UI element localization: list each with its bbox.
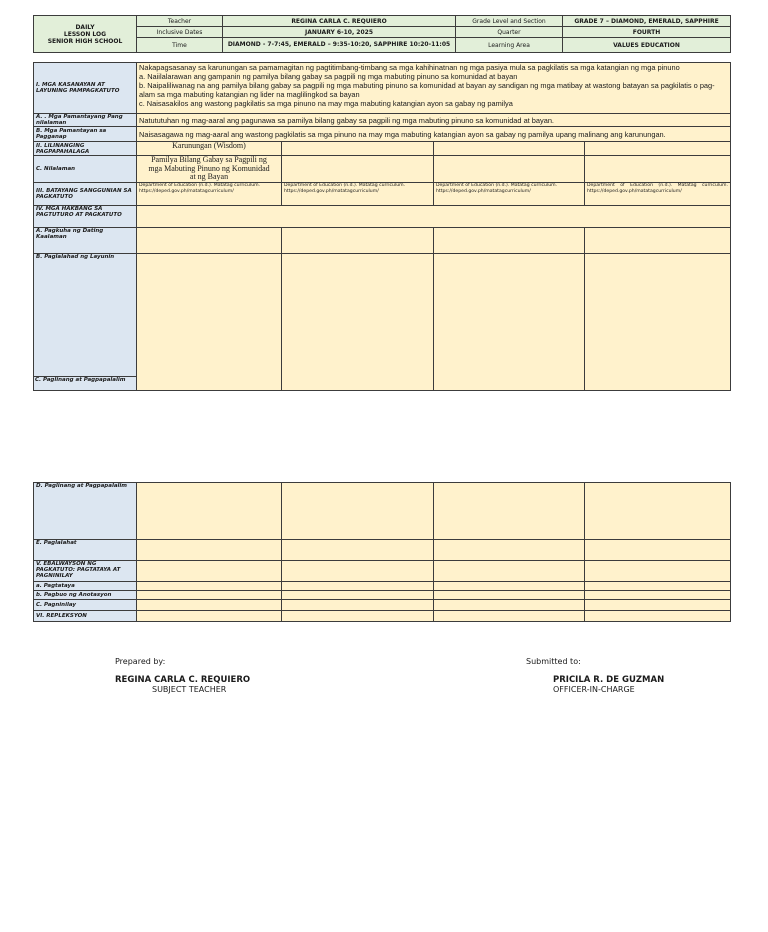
prepared-by-title: SUBJECT TEACHER [152, 685, 227, 694]
submitted-to-label: Submitted to: [526, 657, 581, 666]
content-standard-text: Natututuhan ng mag-aaral ang pagunawa sa pamilya bilang gabay sa pagpili ng mga mabuting pinuno sa komunidad at bayan. [137, 114, 731, 127]
reflection-c-label: C. Pagninilay [34, 600, 137, 611]
assessment-cell [585, 582, 731, 591]
presenting-objectives-cell [585, 254, 731, 391]
reflection-c-cell [282, 600, 434, 611]
generalization-cell [137, 540, 282, 561]
reflection-label: VI. REPLEKSYON [34, 611, 137, 622]
teacher-label: Teacher [137, 16, 223, 27]
content-cell [434, 156, 585, 183]
developing-cell [434, 483, 585, 540]
resource-reference: Department of Education (n.d.). Matatag curriculum. https://deped.gov.ph/matatagcurriculum/ [434, 183, 585, 206]
header-table [33, 15, 731, 53]
evaluation-cell [282, 561, 434, 582]
annotation-cell [434, 591, 585, 600]
time-label: Time [137, 38, 223, 53]
time-value: DIAMOND - 7-7:45, EMERALD – 9:35-10:20, SAPPHIRE 10:20-11:05 [223, 38, 456, 53]
content-text: Pamilya Bilang Gabay sa Pagpili ng mga Mabuting Pinuno ng Komunidad at ng Bayan [137, 156, 282, 183]
annotation-cell [282, 591, 434, 600]
dates-value: JANUARY 6-10, 2025 [223, 27, 456, 38]
developing-cell [282, 483, 434, 540]
grade-level-label: Grade Level and Section [456, 16, 563, 27]
procedures-cell [137, 206, 731, 228]
annotation-cell [585, 591, 731, 600]
generalization-cell [434, 540, 585, 561]
title-line: SENIOR HIGH SCHOOL [47, 37, 123, 45]
presenting-objectives-text: B. Paglalahad ng Layunin [36, 254, 115, 260]
generalization-cell [585, 540, 731, 561]
resource-reference: Department of Education (n.d.). Matatag curriculum. https://deped.gov.ph/matatagcurriculum/ [282, 183, 434, 206]
values-text: Karunungan (Wisdom) [137, 142, 282, 156]
learning-area-label: Learning Area [456, 38, 563, 53]
annotation-cell [137, 591, 282, 600]
reflection-c-cell [585, 600, 731, 611]
dates-label: Inclusive Dates [137, 27, 223, 38]
quarter-value: FOURTH [563, 27, 731, 38]
content-label: C. Nilalaman [34, 156, 137, 183]
submitted-to-title: OFFICER-IN-CHARGE [553, 685, 635, 694]
resource-reference: Department of Education (n.d.). Matatag curriculum. https://deped.gov.ph/matatagcurriculum/ [137, 183, 282, 206]
presenting-objectives-label [34, 254, 137, 391]
objectives-content [137, 63, 731, 114]
objectives-line: Nakapagsasanay sa karunungan sa pamamagitan ng pagtitimbang-timbang sa mga kahihinatnan ng mga pasiya mula sa pagkilatis sa mga katangian ng mga pinuno [139, 63, 680, 72]
prior-knowledge-cell [585, 228, 731, 254]
evaluation-cell [585, 561, 731, 582]
developing-cell [585, 483, 731, 540]
objectives-line: c. Naisasakilos ang wastong pagkilatis sa mga pinuno na may mga mabuting katangian ayon sa gabay ng pamilya [139, 99, 513, 108]
prepared-by-label: Prepared by: [115, 657, 166, 666]
performance-standard-label: B. Mga Pamantayan sa Pagganap [34, 127, 137, 142]
quarter-label: Quarter [456, 27, 563, 38]
objectives-label: I. MGA KASANAYAN AT LAYUNING PAMPAGKATUTO [34, 63, 137, 114]
content-cell [585, 156, 731, 183]
values-cell [585, 142, 731, 156]
assessment-cell [434, 582, 585, 591]
objectives-line: b. Naipaliliwanag na ang pamilya bilang gabay sa pagpili ng mga mabuting pinuno sa komunidad at bayan ay sandigan ng mga matibay at wastong batayan sa pagkilatis o pag-alam sa mga mabuting katangian ng lider na maglilingkod sa bayan [139, 81, 715, 99]
developing-label: C. Paglinang at Pagpapalalim [34, 376, 137, 391]
learning-area-value: VALUES EDUCATION [563, 38, 731, 53]
evaluation-cell [137, 561, 282, 582]
generalization-cell [282, 540, 434, 561]
prepared-by-name: REGINA CARLA C. REQUIERO [115, 675, 251, 685]
evaluation-cell [434, 561, 585, 582]
resource-reference: Department of Education (n.d.). Matatag curriculum. https://deped.gov.ph/matatagcurriculum/ [585, 183, 731, 206]
prior-knowledge-cell [137, 228, 282, 254]
values-label: II. LILINANGING PAGPAPAHALAGA [34, 142, 137, 156]
generalization-label: E. Paglalahat [34, 540, 137, 561]
reflection-cell [434, 611, 585, 622]
annotation-label: b. Pagbuo ng Anotasyon [34, 591, 137, 600]
reflection-cell [137, 611, 282, 622]
content-standard-label: A. . Mga Pamantayang Pang nilalaman [34, 114, 137, 127]
content-cell [282, 156, 434, 183]
objectives-line: a. Naiilalarawan ang gampanin ng pamilya bilang gabay sa pagpili ng mga mabuting pinuno sa komunidad at bayan [139, 72, 518, 81]
reflection-c-cell [434, 600, 585, 611]
performance-standard-text: Naisasagawa ng mag-aaral ang wastong pagkilatis sa mga pinuno na may mga mabuting katangian ayon sa gabay ng pamilya upang malinang ang karunungan. [137, 127, 731, 142]
procedures-label: IV. MGA HAKBANG SA PAGTUTURO AT PAGKATUTO [34, 206, 137, 228]
values-cell [282, 142, 434, 156]
title-line: LESSON LOG [63, 30, 107, 38]
reflection-c-cell [137, 600, 282, 611]
prior-knowledge-cell [282, 228, 434, 254]
daily-lesson-log-title [34, 16, 137, 53]
grade-level-value: GRADE 7 – DIAMOND, EMERALD, SAPPHIRE [563, 16, 731, 27]
presenting-objectives-cell [282, 254, 434, 391]
submitted-to-name: PRICILA R. DE GUZMAN [553, 675, 665, 685]
prior-knowledge-label: A. Pagkuha ng Dating Kaalaman [34, 228, 137, 254]
reflection-cell [282, 611, 434, 622]
developing-cell [137, 483, 282, 540]
values-cell [434, 142, 585, 156]
lesson-log-table-continued [33, 482, 731, 622]
assessment-cell [137, 582, 282, 591]
title-line: DAILY [75, 23, 95, 31]
assessment-cell [282, 582, 434, 591]
teacher-value: REGINA CARLA C. REQUIERO [223, 16, 456, 27]
presenting-objectives-cell [434, 254, 585, 391]
evaluation-label: V. EBALWAYSON NG PAGKATUTO: PAGTATAYA AT PAGNINILAY [34, 561, 137, 582]
reflection-cell [585, 611, 731, 622]
developing-label: D. Paglinang at Pagpapalalim [34, 483, 137, 540]
prior-knowledge-cell [434, 228, 585, 254]
resources-label: III. BATAYANG SANGGUNIAN SA PAGKATUTO [34, 183, 137, 206]
lesson-log-table [33, 62, 731, 391]
assessment-label: a. Pagtataya [34, 582, 137, 591]
presenting-objectives-cell [137, 254, 282, 391]
